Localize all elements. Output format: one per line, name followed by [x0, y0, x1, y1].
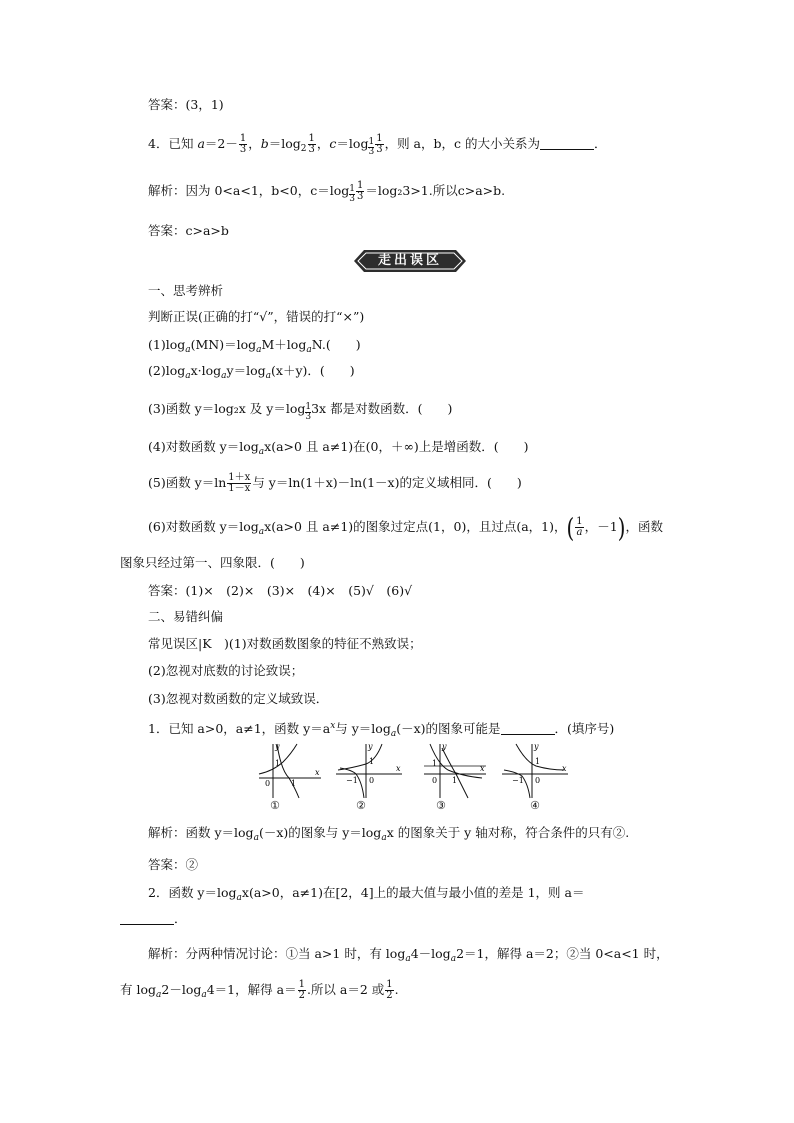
answer-q4: 答案：c>a>b — [148, 223, 229, 238]
q4-answer-blank[interactable] — [540, 137, 594, 150]
graph-label-4: ④ — [530, 799, 540, 812]
item-1: $(1)\log_a(MN)=\log_aM+\log_aN$.( ) — [148, 337, 361, 355]
item-6: (6)对数函数 $y=\log_ax(a>0$ 且 a≠1)的图象过定点(1，0)，且过点(a，1)，( $\frac{1}{a}$ ，－1)，函数 — [148, 511, 663, 544]
section2-line2: (2)忽视对底数的讨论致误； — [148, 663, 304, 678]
q4-prefix: 4．已知 — [148, 136, 198, 151]
section2-line1: 常见误区|K )(1)对数函数图象的特征不熟致误； — [148, 636, 422, 651]
svg-text:0: 0 — [369, 776, 375, 785]
svg-text:x: x — [562, 764, 567, 773]
question-4: 4．已知 a＝2－ $\frac{1}{3}$ ，$b=\log_2$ $\frac{1}{3}$ ，c＝log $\frac{1}{3}$ $\frac{1}{3}$ ，则 a，b，c 的大小关系为 ． — [148, 133, 607, 157]
svg-text:0: 0 — [265, 779, 271, 788]
q4-frac-base: $\frac{1}{3}$ — [368, 137, 375, 157]
section-banner — [354, 250, 466, 272]
svg-text:−1: −1 — [512, 776, 524, 785]
q-s2-1-blank[interactable] — [501, 722, 555, 735]
svg-text:−1: −1 — [346, 776, 358, 785]
item-6-cont: 图象只经过第一、四象限．( ) — [120, 555, 305, 570]
banner-text: 走出误区 — [377, 253, 442, 268]
item-4: (4)对数函数 $y=\log_ax(a>0$ 且 a≠1)在(0，＋∞)上是增函数．( ) — [148, 439, 529, 457]
svg-text:y: y — [442, 742, 447, 751]
svg-text:1: 1 — [452, 776, 458, 785]
item-3: (3)函数 y＝log₂x 及 y＝log $\frac{1}{3}3x$ 都是对数函数．( ) — [148, 401, 453, 422]
graph-label-1: ① — [270, 799, 280, 812]
solution-s2-2: 解析：分两种情况讨论：①当 a>1 时，有 $\log_a4-\log_a2=1$，解得 a＝2；②当 0<a<1 时， — [148, 946, 669, 964]
graph-label-2: ② — [356, 799, 366, 812]
graph-option-2[interactable] — [332, 740, 406, 800]
graph-option-4[interactable] — [498, 740, 572, 800]
svg-text:x: x — [315, 768, 320, 777]
graph-label-3: ③ — [436, 799, 446, 812]
svg-text:0: 0 — [432, 776, 438, 785]
q4-var-a: a — [197, 136, 205, 151]
question-s2-1: 1．已知 a>0，a≠1，函数 $y=a^x$与 $y=\log_a(-x)$的图象可能是 ．(填序号) — [148, 721, 615, 739]
question-s2-2-cont: ． — [120, 910, 187, 928]
item-2: $(2)\log_ax\cdot\log_ay=\log_a(x+y)$．( ) — [148, 363, 355, 381]
question-s2-2: 2．函数 $y=\log_ax(a>0$，a≠1)在[2，4]上的最大值与最小值的差是 1，则 a＝ — [148, 885, 585, 903]
svg-text:1: 1 — [432, 759, 438, 768]
q-s2-2-blank[interactable] — [120, 912, 174, 925]
svg-text:1: 1 — [369, 757, 375, 766]
svg-text:x: x — [480, 764, 485, 773]
svg-text:1: 1 — [291, 779, 297, 788]
q4-frac-b: $\frac{1}{3}$ — [308, 133, 315, 155]
svg-text:1: 1 — [275, 759, 281, 768]
section2-title: 二、易错纠偏 — [148, 609, 224, 624]
answer-q3: 答案：(3，1) — [148, 97, 224, 112]
svg-text:0: 0 — [535, 776, 541, 785]
section2-line3: (3)忽视对数函数的定义域致误． — [148, 691, 329, 706]
answer-s2-1: 答案：② — [148, 857, 199, 872]
svg-text:y: y — [275, 742, 280, 751]
svg-text:y: y — [368, 742, 373, 751]
solution-s2-2-cont: 有 $\log_a2-\log_a4=1$，解得 a＝ $\frac{1}{2}$ .所以 a＝2 或 $\frac{1}{2}$ . — [120, 979, 399, 1001]
ln-fraction: $\frac{1+x}{1-x}$ — [228, 472, 251, 494]
q4-eq1: ＝2－ — [204, 136, 238, 151]
graph-option-3[interactable] — [420, 740, 490, 800]
section1-instruction: 判断正误(正确的打“√”，错误的打“×”) — [148, 309, 365, 324]
graph-option-1[interactable] — [255, 740, 325, 800]
solution-4: 解析：因为 0<a<1，b<0，c＝log $\frac{1}{3}$ $\frac{1}{3}$ ＝log₂3>1.所以c>a>b. — [148, 180, 506, 204]
svg-text:y: y — [534, 742, 539, 751]
q4-frac-c: $\frac{1}{3}$ — [376, 133, 383, 155]
item-5: (5)函数 y＝ln $\frac{1+x}{1-x}$ 与 y＝ln(1＋x)－ln(1－x)的定义域相同．( ) — [148, 472, 522, 494]
q4-frac-a: $\frac{1}{3}$ — [239, 133, 247, 155]
solution-s2-1: 解析：函数 $y=\log_a(-x)$的图象与 $y=\log_ax$ 的图象关于 y 轴对称，符合条件的只有②. — [148, 825, 630, 843]
section1-answers: 答案：(1)× (2)× (3)× (4)× (5)√ (6)√ — [148, 583, 413, 598]
svg-text:x: x — [396, 764, 401, 773]
svg-text:1: 1 — [535, 757, 541, 766]
section1-title: 一、思考辨析 — [148, 283, 224, 298]
